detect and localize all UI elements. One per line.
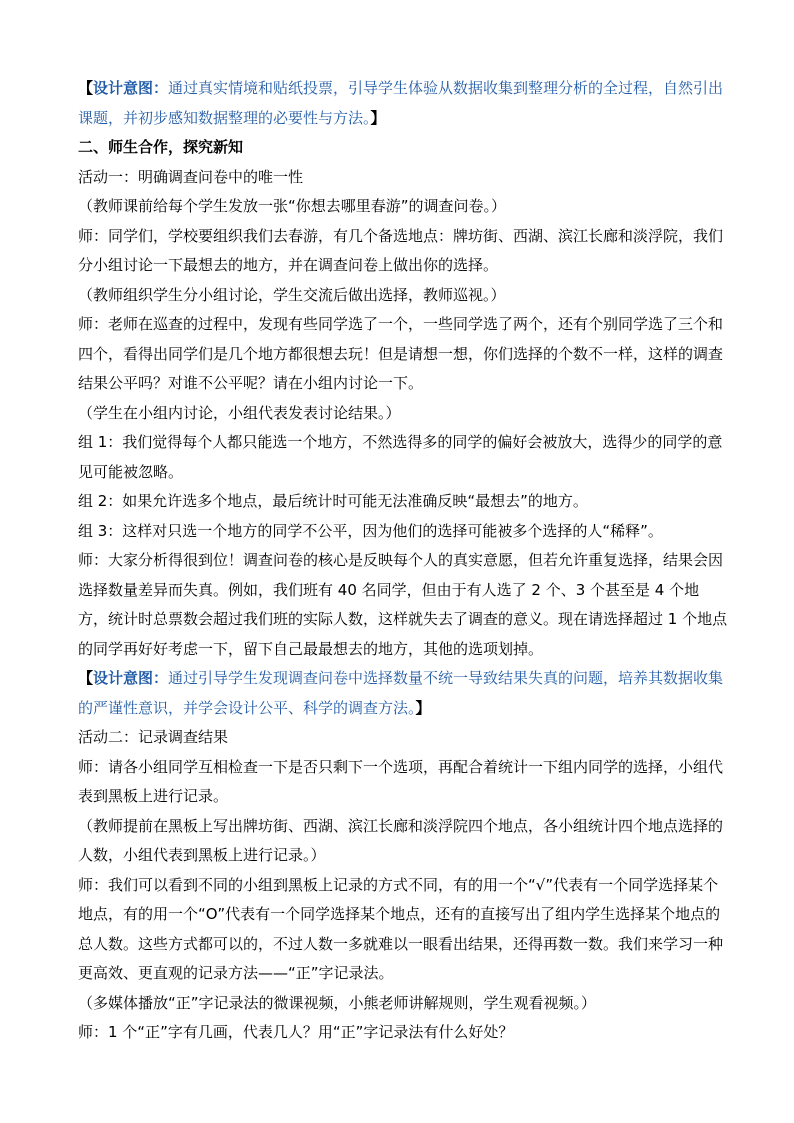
section-heading: 二、师生合作，探究新知 bbox=[78, 138, 244, 156]
activity-title: 活动一：明确调查问卷中的唯一性 bbox=[78, 167, 304, 186]
teacher-line: 师：同学们，学校要组织我们去春游，有几个备选地点：牌坊街、西湖、滨江长廊和淡浮院，我们分小组讨论一下最想去的地方，并在调查问卷上做出你的选择。 bbox=[78, 226, 724, 274]
document-body bbox=[78, 74, 728, 1048]
note-label: 设计意图： bbox=[93, 669, 169, 687]
group-line: 组 1：我们觉得每个人都只能选一个地方，不然选得多的同学的偏好会被放大，选得少的同学的意见可能被忽略。 bbox=[78, 433, 723, 481]
note-close-bracket: 】 bbox=[415, 698, 431, 717]
note-close-bracket: 】 bbox=[370, 108, 386, 127]
stage-direction: （教师组织学生分小组讨论，学生交流后做出选择，教师巡视。） bbox=[78, 285, 506, 304]
note-open-bracket: 【 bbox=[78, 79, 94, 97]
design-intent-note bbox=[78, 664, 728, 723]
stage-direction: （多媒体播放“正”字记录法的微课视频，小熊老师讲解规则，学生观看视频。） bbox=[78, 993, 597, 1012]
design-intent-note bbox=[78, 74, 728, 133]
teacher-line: 师：老师在巡查的过程中，发现有些同学选了一个，一些同学选了两个，还有个别同学选了三个和四个，看得出同学们是几个地方都很想去玩！但是请想一想，你们选择的个数不一样，这样的调查结果公平吗？对谁不公平呢？请在小组内讨论一下。 bbox=[78, 315, 724, 392]
note-text: 通过真实情境和贴纸投票，引导学生体验从数据收集到整理分析的全过程，自然引出课题，并初步感知数据整理的必要性与方法。 bbox=[78, 79, 724, 127]
teacher-line: 师：我们可以看到不同的小组到黑板上记录的方式不同，有的用一个“√”代表有一个同学选择某个地点，有的用一个“O”代表有一个同学选择某个地点，还有的直接写出了组内学生选择某个地点的总人数。这些方式都可以的，不过人数一多就难以一眼看出结果，还得再数一数。我们来学习一种更高效、更直观的记录方法——“正”字记录法。 bbox=[78, 875, 724, 982]
teacher-line: 师：1 个“正”字有几画，代表几人？用“正”字记录法有什么好处？ bbox=[78, 1023, 514, 1041]
teacher-line: 师：大家分析得很到位！调查问卷的核心是反映每个人的真实意愿，但若允许重复选择，结果会因选择数量差异而失真。例如，我们班有 40 名同学，但由于有人选了 2 个、3 个甚至是 4 个地方，统计时总票数会超过我们班的实际人数，这样就失去了调查的意义。现在请选择超过 1 个地点的同学再好好考虑一下，留下自己最最想去的地方，其他的选项划掉。 bbox=[78, 551, 728, 658]
note-label: 设计意图： bbox=[93, 79, 169, 97]
teacher-line: 师：请各小组同学互相检查一下是否只剩下一个选项，再配合着统计一下组内同学的选择，小组代表到黑板上进行记录。 bbox=[78, 757, 724, 805]
stage-direction: （学生在小组内讨论，小组代表发表讨论结果。） bbox=[78, 403, 401, 422]
stage-direction: （教师课前给每个学生发放一张“你想去哪里春游”的调查问卷。） bbox=[78, 197, 507, 215]
activity-title: 活动二：记录调查结果 bbox=[78, 728, 229, 746]
note-open-bracket: 【 bbox=[78, 669, 94, 687]
group-line: 组 2：如果允许选多个地点，最后统计时可能无法准确反映“最想去”的地方。 bbox=[78, 492, 588, 510]
note-text: 通过引导学生发现调查问卷中选择数量不统一导致结果失真的问题，培养其数据收集的严谨性意识，并学会设计公平、科学的调查方法。 bbox=[78, 669, 724, 717]
stage-direction: （教师提前在黑板上写出牌坊街、西湖、滨江长廊和淡浮院四个地点，各小组统计四个地点选择的人数，小组代表到黑板上进行记录。） bbox=[78, 816, 724, 864]
group-line: 组 3：这样对只选一个地方的同学不公平，因为他们的选择可能被多个选择的人“稀释”。 bbox=[78, 521, 663, 540]
